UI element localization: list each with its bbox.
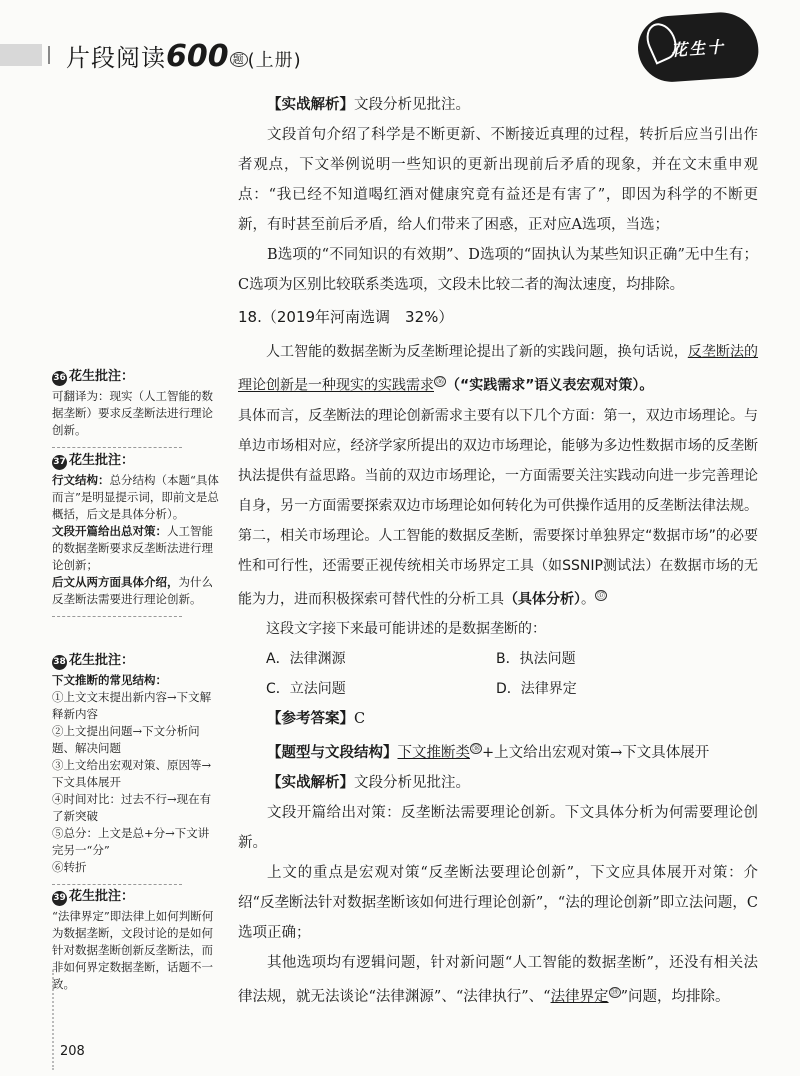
list-item: ①上文文末提出新内容→下文解释新内容 [52,690,212,721]
answer-paragraph-3 [238,948,758,1012]
note-number-badge: 39 [52,891,67,906]
note-line [52,523,220,574]
question-title: 18.（2019年河南选调 32%） [238,308,454,326]
header-decoration [0,44,60,66]
note-marker-38: ㊳ [472,744,480,754]
note-line-text: 总分结构（本题“具体而言”是明显提示词，即前文是总概括，后文是具体分析）。 [52,473,219,521]
logo-text: 花生十 [670,37,726,60]
note-heading [52,888,220,906]
note-line-text: 为什么反垄断法需要进行理论创新。 [52,575,213,606]
question-18 [238,306,758,1012]
note-line [52,472,220,523]
answer-paragraph-3-b: ”问题，均排除。 [620,988,730,1005]
note-marker-37: ㊲ [597,590,605,600]
structure-text: +上文给出宏观对策→下文具体展开 [482,745,710,762]
passage-end: 。 [581,591,595,608]
question-passage-1 [238,337,758,401]
sidebar-note-36 [52,368,220,458]
title-number: 600 [166,39,229,74]
note-number-badge: 36 [52,371,67,386]
note-line-label: 行文结构： [52,473,110,487]
note-text: “法律界定”即法律上如何判断何为数据垄断，文段讨论的是如何针对数据垄断创新反垄断法，而非如何界定数据垄断，话题不一致。 [52,909,214,991]
analysis-label: 【实战解析】 [267,96,354,113]
option-d: D．法律界定 [496,681,577,698]
analysis-line-2 [238,768,758,798]
answer-options [266,644,758,704]
note-title: 花生批注： [69,653,135,668]
passage-underlined: 反垄断法的理论创新是一种现实的实践需求 [238,344,759,394]
note-marker-39: ㊴ [610,988,619,998]
previous-question-analysis [238,90,758,300]
note-line-label: 文段开篇给出总对策： [52,524,167,538]
note-line [52,574,220,608]
structure-line [238,734,758,768]
passage-body: 具体而言，反垄断法的理论创新需求主要有以下几个方面：第一，双边市场理论。与单边市场相对应，经济学家所提出的双边市场理论，能够为多边性数据市场的反垄断执法提供有益思路。当前的双边市场理论，一方面需要关注实践动向进一步完善理论自身，另一方面需要探索双边市场理论如何转化为可供操作适用的反垄断法律法规。第二，相关市场理论。人工智能的数据反垄断，需要探讨单独界定“数据市场”的必要性和可行性，还需要正视传统相关市场界定工具（如SSNIP测试法）在数据市场的无能为力，进而积极探索可替代性的分析工具 [238,407,758,608]
sidebar-note-38 [52,652,220,895]
title-volume: (上册) [247,50,302,71]
answer-paragraph-3-a: 其他选项均有逻辑问题，针对新问题“人工智能的数据垄断”，还没有相关法律法规，就无法谈论“法律渊源”、“法律执行”、“ [238,955,758,1005]
note-title: 花生批注： [69,453,135,468]
brand-logo [636,10,760,84]
list-item: ④时间对比：过去不行→现在有了新突破 [52,792,212,823]
analysis-paragraph-1: 文段首句介绍了科学是不断更新、不断接近真理的过程，转折后应当引出作者观点，下文举例说明一些知识的更新出现前后矛盾的现象，并在文末重申观点：“我已经不知道喝红酒对健康究竟有益还是有害了”，即因为科学的不断更新，有时甚至前后矛盾，给人们带来了困惑，正对应A选项，当选； [238,127,758,233]
passage-sentence-1: 人工智能的数据垄断为反垄断理论提出了新的实践问题，换句话说， [266,344,688,360]
analysis-text: 文段分析见批注。 [354,97,470,113]
title-prefix: 片段阅读 [66,44,166,72]
list-item: ⑤总分：上文是总+分→下文讲完另一“分” [52,826,210,857]
answer-paragraph-1: 文段开篇给出对策：反垄断法需要理论创新。下文具体分析为何需要理论创新。 [238,805,758,852]
answer-paragraph-2: 上文的重点是宏观对策“反垄断法要理论创新”，下文应具体展开对策：介绍“反垄断法针对数据垄断该如何进行理论创新”，“法的理论创新”即立法问题，C选项正确； [238,865,758,942]
list-item: ⑥转折 [52,860,87,874]
answer-value: C [354,711,366,728]
divider [52,616,182,617]
option-a: A．法律渊源 [266,651,346,668]
note-line-label: 后文从两方面具体介绍， [52,575,179,589]
analysis-text-2: 文段分析见批注。 [354,775,470,792]
sidebar-note-37 [52,452,220,627]
note-heading [52,452,220,470]
note-head: 下文推断的常见结构： [52,673,167,687]
note-line-text: 人工智能的数据垄断要求反垄断法进行理论创新； [52,524,213,572]
answer-underlined: 法律界定 [550,988,609,1005]
answer-label: 【参考答案】 [267,710,354,728]
note-text: 可翻译为：现实（人工智能的数据垄断）要求反垄断法进行理论创新。 [52,389,213,437]
sidebar-note-39 [52,888,220,993]
note-heading [52,368,220,386]
analysis-label-2: 【实战解析】 [267,774,354,792]
divider [52,884,182,885]
passage-note: （“实践需求”语义表宏观对策）。 [446,377,654,394]
note-number-badge: 38 [52,655,67,670]
list-item: ②上文提出问题→下文分析问题、解决问题 [52,724,200,755]
title-ti: 题 [230,52,248,67]
note-marker-36: ㊱ [436,377,444,386]
structure-type: 下文推断类 [397,745,470,762]
note-number-badge: 37 [52,455,67,470]
analysis-line [238,90,758,120]
question-passage-2 [238,401,758,615]
option-c: C．立法问题 [266,681,346,698]
divider [52,447,182,448]
margin-decoration [52,970,58,1070]
note-title: 花生批注： [69,889,135,904]
structure-label: 【题型与文段结构】 [267,744,398,762]
reference-answer [238,704,758,734]
passage-note-2: （具体分析） [504,591,581,608]
list-item: ③上文给出宏观对策、原因等→下文具体展开 [52,758,212,789]
book-title [66,38,302,74]
page-number: 208 [60,1044,85,1059]
note-heading [52,652,220,670]
option-b: B．执法问题 [496,651,576,668]
analysis-paragraph-2: B选项的“不同知识的有效期”、D选项的“固执认为某些知识正确”无中生有；C选项为区别比较联系类选项，文段未比较二者的淘汰速度，均排除。 [238,247,758,293]
note-title: 花生批注： [69,369,135,384]
question-stem: 这段文字接下来最可能讲述的是数据垄断的： [266,621,546,638]
